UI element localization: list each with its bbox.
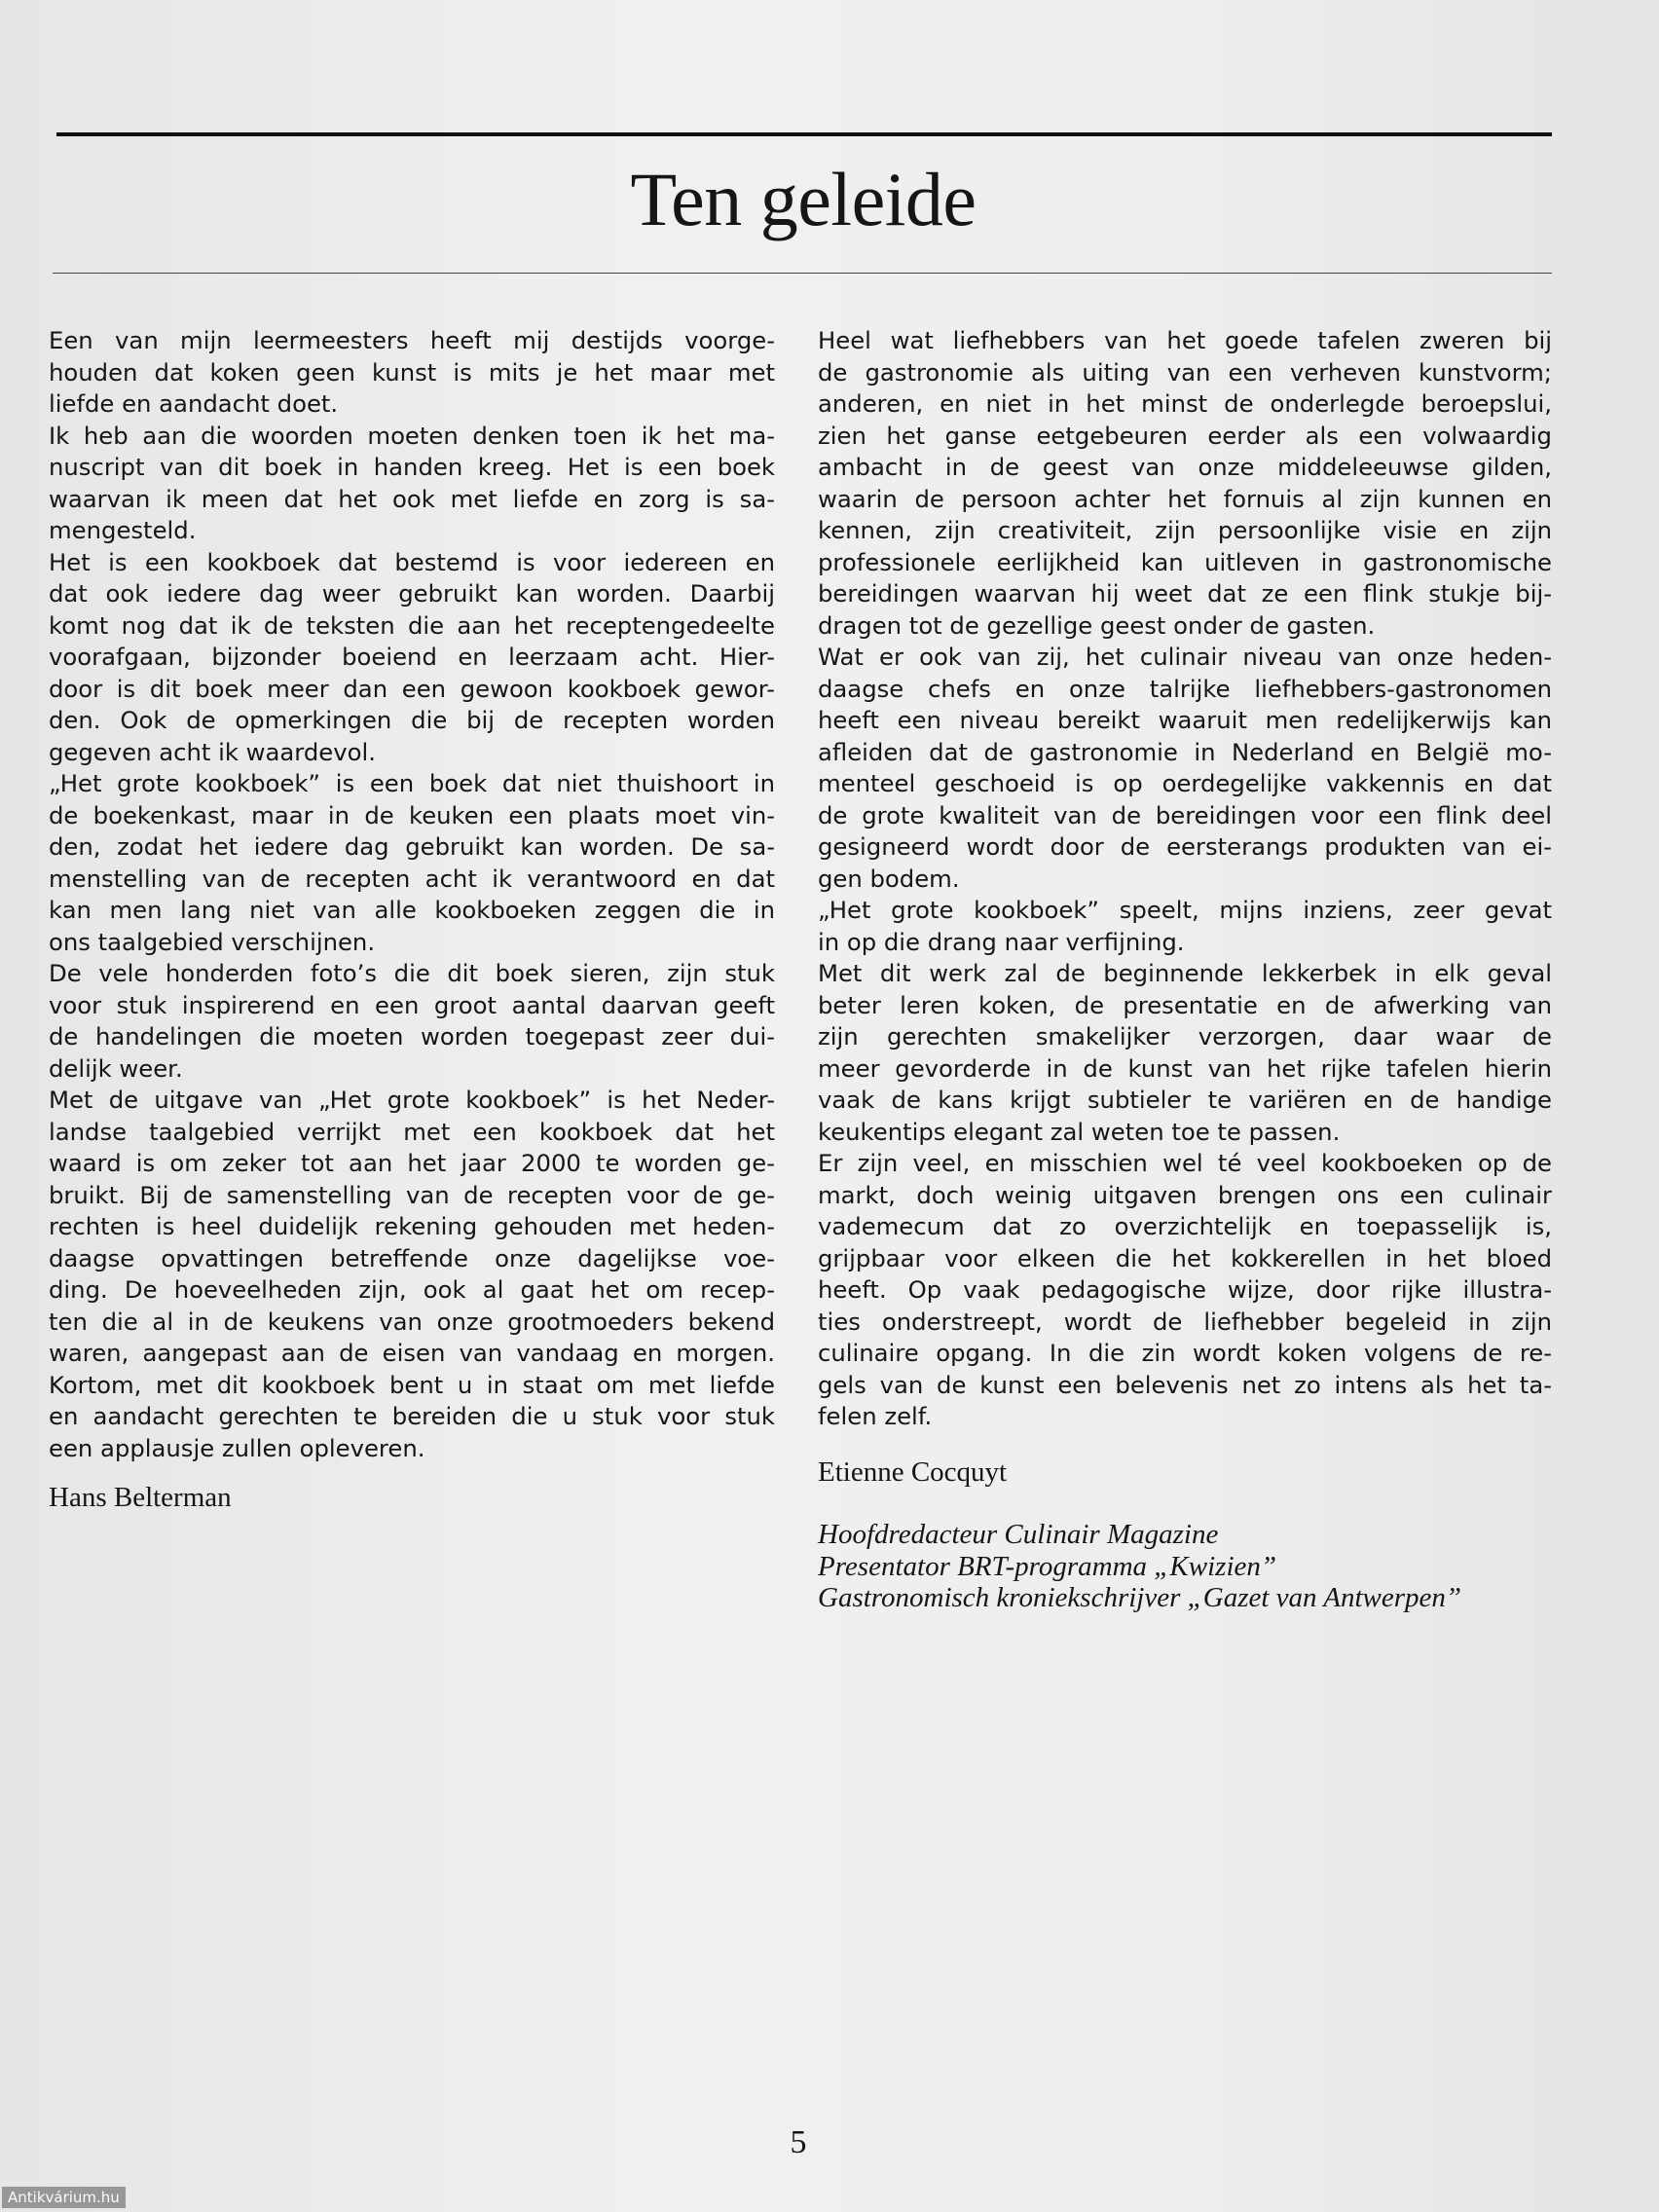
left-column-line: voor stuk inspirerend en een groot aantal daarvan geeft <box>49 990 775 1019</box>
right-column-line: beter leren koken, de presentatie en de afwerking van <box>818 990 1552 1019</box>
left-column-line: waard is om zeker tot aan het jaar 2000 te worden ge- <box>49 1149 775 1177</box>
author-title: Gastronomisch kroniekschrijver „Gazet van Antwerpen” <box>818 1582 1462 1613</box>
left-column-line: mengesteld. <box>49 516 197 544</box>
left-column-line: de boekenkast, maar in de keuken een plaats moet vin- <box>49 800 775 830</box>
left-column-line: houden dat koken geen kunst is mits je het maar met <box>49 357 775 387</box>
left-column-line: nuscript van dit boek in handen kreeg. Het is een boek <box>49 453 775 481</box>
left-column-line: Ik heb aan die woorden moeten denken toen ik het ma- <box>49 421 775 450</box>
left-column-line: Kortom, met dit kookboek bent u in staat om met liefde <box>49 1370 775 1399</box>
right-column-line: zijn gerechten smakelijker verzorgen, daar waar de <box>818 1022 1552 1051</box>
left-column-line: waarvan ik meen dat het ook met liefde en zorg is sa- <box>49 484 775 513</box>
author-title: Presentator BRT-programma „Kwizien” <box>818 1550 1277 1582</box>
right-column-line: zien het ganse eetgebeuren eerder als een volwaardig <box>818 421 1552 450</box>
left-column-line: ding. De hoeveelheden zijn, ook al gaat het om recep- <box>49 1275 775 1304</box>
right-column-line: in op die drang naar verfijning. <box>818 927 1185 956</box>
right-column-line: gels van de kunst een belevenis net zo intens als het ta- <box>818 1370 1552 1399</box>
left-column-line: delijk weer. <box>49 1053 183 1083</box>
left-column-line: de handelingen die moeten worden toegepast zeer dui- <box>49 1022 775 1051</box>
left-column-line: De vele honderden foto’s die dit boek sieren, zijn stuk <box>49 959 775 987</box>
right-column-line: keukentips elegant zal weten toe te passen. <box>818 1117 1341 1146</box>
title-rule <box>53 273 1552 274</box>
right-column-line: professionele eerlijkheid kan uitleven in gastronomische <box>818 547 1552 576</box>
right-signature: Etienne Cocquyt <box>818 1456 1008 1488</box>
right-text-column <box>818 325 1552 1433</box>
left-column-line: Een van mijn leermeesters heeft mij destijds voorge- <box>49 326 775 354</box>
left-column-line: landse taalgebied verrijkt met een kookboek dat het <box>49 1117 775 1146</box>
right-column-line: vademecum dat zo overzichtelijk en toepasselijk is, <box>818 1212 1552 1240</box>
page-title: Ten geleide <box>630 157 977 241</box>
right-column-line: grijpbaar voor elkeen die het kokkerellen in het bloed <box>818 1243 1552 1272</box>
left-column-line: Met de uitgave van „Het grote kookboek” is het Neder- <box>49 1086 775 1114</box>
right-column-line: ambacht in de geest van onze middeleeuwse gilden, <box>818 453 1552 481</box>
author-titles <box>818 1519 1461 1614</box>
left-column-line: gegeven acht ik waardevol. <box>49 737 376 766</box>
right-column-line: menteel geschoeid is op oerdegelijke vakkennis en dat <box>818 769 1552 797</box>
right-column-line: anderen, en niet in het minst de onderlegde beroepslui, <box>818 389 1552 418</box>
left-column-line: komt nog dat ik de teksten die aan het receptengedeelte <box>49 610 775 640</box>
right-column-line: culinaire opgang. In die zin wordt koken volgens de re- <box>818 1339 1552 1367</box>
right-column-line: daagse chefs en onze talrijke liefhebbers-gastronomen <box>818 674 1552 703</box>
right-column-line: de grote kwaliteit van de bereidingen voor een flink deel <box>818 800 1552 830</box>
right-column-line: heeft een niveau bereikt waaruit men redelijkerwijs kan <box>818 706 1552 734</box>
right-column-line: vaak de kans krijgt subtieler te variëren en de handige <box>818 1086 1552 1114</box>
right-column-line: „Het grote kookboek” speelt, mijns inziens, zeer gevat <box>818 896 1552 924</box>
left-column-line: Het is een kookboek dat bestemd is voor iedereen en <box>49 547 775 576</box>
page-number: 5 <box>790 2124 807 2160</box>
author-title: Hoofdredacteur Culinair Magazine <box>818 1519 1219 1550</box>
left-column-line: „Het grote kookboek” is een boek dat niet thuishoort in <box>49 769 775 797</box>
left-signature: Hans Belterman <box>49 1482 232 1513</box>
right-column-line: felen zelf. <box>818 1402 933 1430</box>
right-column-line: gesigneerd wordt door de eersterangs produkten van ei- <box>818 832 1552 861</box>
right-column-line: Er zijn veel, en misschien wel té veel kookboeken op de <box>818 1149 1552 1177</box>
right-column-line: de gastronomie als uiting van een verheven kunstvorm; <box>818 357 1552 387</box>
watermark: Antikvárium.hu <box>2 2187 126 2208</box>
left-column-line: een applausje zullen opleveren. <box>49 1433 425 1462</box>
left-column-line: liefde en aandacht doet. <box>49 389 339 418</box>
left-column-line: voorafgaan, bijzonder boeiend en leerzaam acht. Hier- <box>49 643 775 671</box>
left-text-column <box>49 325 775 1464</box>
right-column-line: waarin de persoon achter het fornuis al zijn kunnen en <box>818 484 1552 513</box>
left-column-line: waren, aangepast aan de eisen van vandaag en morgen. <box>49 1339 775 1367</box>
right-column-line: dragen tot de gezellige geest onder de gasten. <box>818 610 1376 640</box>
left-column-line: den. Ook de opmerkingen die bij de recepten worden <box>49 706 775 734</box>
left-column-line: menstelling van de recepten acht ik verantwoord en dat <box>49 864 775 893</box>
left-column-line: en aandacht gerechten te bereiden die u stuk voor stuk <box>49 1402 775 1430</box>
right-column-line: meer gevorderde in de kunst van het rijke tafelen hierin <box>818 1053 1552 1083</box>
right-column-line: Met dit werk zal de beginnende lekkerbek in elk geval <box>818 959 1552 987</box>
left-column-line: door is dit boek meer dan een gewoon kookboek gewor- <box>49 674 775 703</box>
right-column-line: gen bodem. <box>818 864 960 893</box>
right-column-line: markt, doch weinig uitgaven brengen ons een culinair <box>818 1180 1552 1209</box>
left-column-line: bruikt. Bij de samenstelling van de recepten voor de ge- <box>49 1180 775 1209</box>
right-column-line: Heel wat liefhebbers van het goede tafelen zweren bij <box>818 326 1552 354</box>
right-column-line: kennen, zijn creativiteit, zijn persoonlijke visie en zijn <box>818 516 1552 544</box>
left-column-line: den, zodat het iedere dag gebruikt kan worden. De sa- <box>49 832 775 861</box>
right-column-line: heeft. Op vaak pedagogische wijze, door rijke illustra- <box>818 1275 1552 1304</box>
left-column-line: ons taalgebied verschijnen. <box>49 927 376 956</box>
right-column-line: Wat er ook van zij, het culinair niveau van onze heden- <box>818 643 1552 671</box>
right-column-line: bereidingen waarvan hij weet dat ze een flink stukje bij- <box>818 579 1552 608</box>
left-column-line: ten die al in de keukens van onze grootmoeders bekend <box>49 1307 775 1336</box>
left-column-line: rechten is heel duidelijk rekening gehouden met heden- <box>49 1212 775 1240</box>
left-column-line: dat ook iedere dag weer gebruikt kan worden. Daarbij <box>49 579 775 608</box>
left-column-line: daagse opvattingen betreffende onze dagelijkse voe- <box>49 1243 775 1272</box>
right-column-line: ties onderstreept, wordt de liefhebber begeleid in zijn <box>818 1307 1552 1336</box>
top-rule <box>56 132 1552 136</box>
right-column-line: afleiden dat de gastronomie in Nederland en België mo- <box>818 737 1552 766</box>
left-column-line: kan men lang niet van alle kookboeken zeggen die in <box>49 896 775 924</box>
